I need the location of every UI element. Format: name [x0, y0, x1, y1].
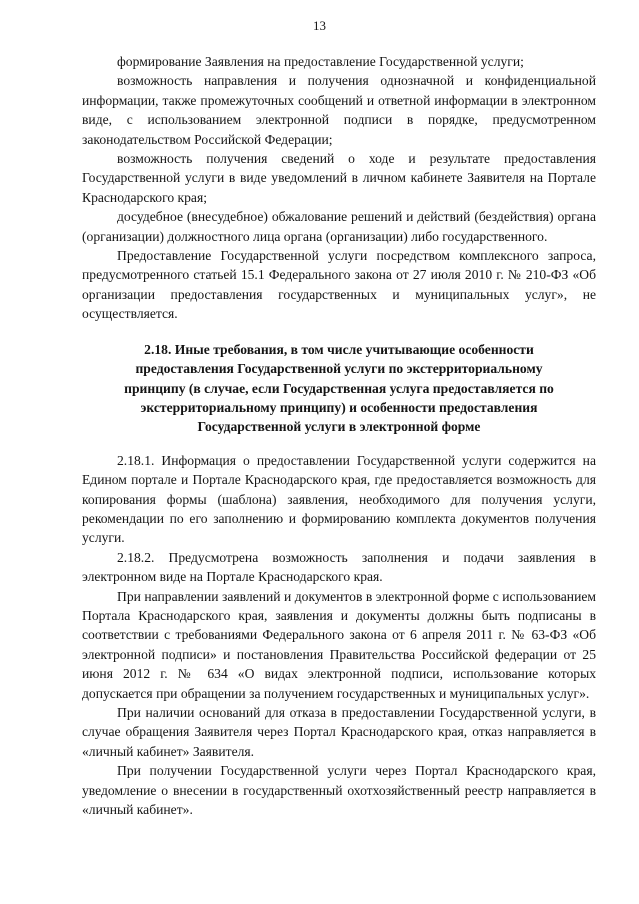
paragraph: возможность получения сведений о ходе и результате предоставления Государственной услуги в виде уведомлений в личном кабинете Заявителя на Портале Краснодарского края; — [82, 151, 596, 205]
document-body — [82, 52, 596, 819]
paragraph: При направлении заявлений и документов в электронной форме с использованием Портала Краснодарского края, заявления и документы должны быть подписаны в соответствии с требованиями Федерального закона от 6 апреля 2011 г. № 63-ФЗ «Об электронной подписи» и постановления Правительства Российской федерации от 25 июня 2012 г. № 634 «О видах электронной подписи, использование которых допускается при обращении за получением государственных и муниципальных услуг». — [82, 588, 596, 701]
page-number: 13 — [313, 18, 326, 33]
paragraph: возможность направления и получения однозначной и конфиденциальной информации, также промежуточных сообщений и ответной информации в электронном виде, с использованием электронной подписи в порядке, предусмотренном законодательством Российской Федерации; — [82, 73, 596, 147]
paragraph: При наличии оснований для отказа в предоставлении Государственной услуги, в случае обращения Заявителя через Портал Краснодарского края, отказ направляется в «личный кабинет» Заявителя. — [82, 705, 596, 759]
paragraph: 2.18.1. Информация о предоставлении Государственной услуги содержится на Едином портале и Портале Краснодарского края, где предоставляется возможность для копирования формы (шаблона) заявления, необходимого для получения услуги, рекомендации по его заполнению и формированию комплекта документов получения услуги. — [82, 452, 596, 546]
paragraph: формирование Заявления на предоставление Государственной услуги; — [117, 54, 524, 69]
paragraph: 2.18.2. Предусмотрена возможность заполнения и подачи заявления в электронном виде на Портале Краснодарского края. — [82, 549, 596, 585]
section-heading: 2.18. Иные требования, в том числе учитывающие особенности предоставления Государственной услуги по экстерриториальному принципу (в случае, если Государственная услуга предоставляется по экстерриториальному принципу) и особенности предоставления Государственной услуги в электронной форме — [124, 341, 554, 435]
paragraph: досудебное (внесудебное) обжалование решений и действий (бездействия) органа (организации) должностного лица органа (организации) либо государственного. — [82, 209, 596, 244]
paragraph: При получении Государственной услуги через Портал Краснодарского края, уведомление о внесении в государственный охотхозяйственный реестр направляется в «личный кабинет». — [82, 763, 596, 818]
paragraph: Предоставление Государственной услуги посредством комплексного запроса, предусмотренного статьей 15.1 Федерального закона от 27 июля 2010 г. № 210-ФЗ «Об организации предоставления государственных и муниципальных услуг», не осуществляется. — [82, 248, 596, 322]
